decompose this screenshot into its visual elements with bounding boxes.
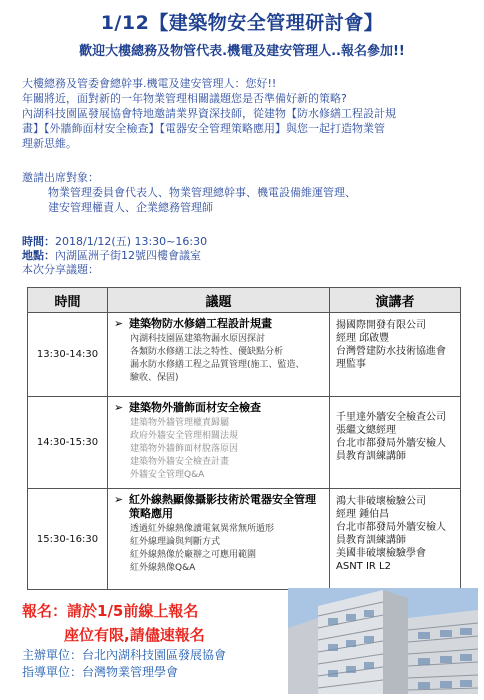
session-topic-cell [108, 397, 330, 489]
speaker-line: 員教育訓練講師 [336, 535, 406, 546]
list-item: 建築物外牆飾面材脫落原因 [130, 444, 239, 454]
session-topic-cell [108, 489, 330, 590]
list-item: 政府外牆安全管理相關法規 [130, 431, 239, 441]
session-speaker-cell [330, 489, 461, 590]
list-item: 紅外線理論與判斷方式 [130, 537, 221, 547]
list-item: 各類防水修繕工法之特性、優缺點分析 [130, 347, 284, 357]
speaker-line: ASNT IR L2 [336, 561, 391, 572]
intro-paragraph [22, 76, 472, 151]
place-label: 地點： [22, 249, 55, 262]
event-time [22, 235, 472, 249]
page-subtitle: 歡迎大樓總務及物管代表.機電及建安管理人..報名參加!! [79, 44, 405, 59]
intro-line: 畫】【外牆飾面材安全檢查】【電器安全管理策略應用】與您一起打造物業管 [22, 122, 385, 135]
signup-notice [22, 600, 282, 645]
session-topic [114, 401, 325, 415]
speaker-line: 台北市都發局外牆安檢人 [336, 438, 446, 449]
place-value: 內湖區洲子街12號四樓會議室 [55, 249, 201, 262]
session-topic-text: 紅外線熱顯像攝影技術於電器安全管理策略應用 [129, 493, 316, 520]
session-topic [114, 493, 325, 521]
audience-line: 物業管理委員會代表人、物業管理總幹事、機電設備維運管理、 [48, 186, 356, 199]
intro-line: 大樓總務及管委會總幹事.機電及建安管理人：您好!! [22, 77, 277, 90]
session-points [130, 417, 325, 482]
header-time: 時間 [28, 288, 108, 313]
time-label: 時間： [22, 235, 55, 248]
host-organizer: 主辦單位：台北內湖科技園區發展協會 [22, 648, 227, 662]
speaker-line: 台灣營建防水技術協進會 [336, 346, 446, 357]
speaker-line: 千里達外牆安全檢查公司 [336, 412, 446, 423]
list-item: 紅外線熱像於廠辦之可應用範圍 [130, 550, 257, 560]
speaker-line: 張繼文總經理 [336, 425, 396, 436]
intro-line: 年關將近，面對新的一年物業管理相關議題您是否準備好新的策略? [22, 92, 347, 105]
list-item: 驗收、保固) [130, 373, 179, 383]
signup-deadline: 報名：請於1/5前線上報名 [22, 602, 199, 620]
time-value: 2018/1/12(五) 13:30~16:30 [55, 235, 208, 248]
session-time: 13:30-14:30 [28, 313, 108, 397]
session-topic-text: 建築物防水修繕工程設計規畫 [129, 317, 272, 330]
session-topic [114, 317, 325, 331]
speaker-line: 美國非破壞檢驗學會 [336, 548, 426, 559]
list-item: 外牆安全管理Q&A [130, 470, 205, 480]
session-topic-cell [108, 313, 330, 397]
building-photo [288, 588, 478, 694]
list-item: 建築物外牆安全檢查計畫 [130, 457, 230, 467]
speaker-line: 揚國際開發有限公司 [336, 320, 426, 331]
agenda-label: 本次分享議題： [22, 263, 99, 276]
list-item: 內湖科技園區建築物漏水原因探討 [130, 334, 266, 344]
agenda-table [27, 287, 461, 590]
speaker-line: 理監事 [336, 359, 366, 370]
arrow-bullet-icon: ➢ [114, 493, 124, 506]
arrow-bullet-icon: ➢ [114, 317, 124, 330]
session-time: 15:30-16:30 [28, 489, 108, 590]
speaker-line: 經理 鍾伯昌 [336, 509, 390, 520]
intro-line: 理新思維。 [22, 137, 77, 150]
building-image [288, 588, 478, 694]
guide-organizer: 指導單位：台灣物業管理學會 [22, 665, 179, 679]
signup-limited: 座位有限,請儘速報名 [64, 626, 205, 644]
table-row [28, 313, 461, 397]
session-speaker-cell [330, 313, 461, 397]
speaker-line: 經理 邱啟豐 [336, 333, 390, 344]
arrow-bullet-icon: ➢ [114, 401, 124, 414]
speaker-line: 鴻大非破壞檢驗公司 [336, 496, 426, 507]
header-speaker: 演講者 [330, 288, 461, 313]
header-topic: 議題 [108, 288, 330, 313]
session-topic-text: 建築物外牆飾面材安全檢查 [129, 401, 261, 414]
organizers [22, 647, 292, 681]
invite-label: 邀請出席對象： [22, 171, 99, 184]
list-item: 漏水防水修繕工程之品質管理(施工、監造、 [130, 360, 305, 370]
event-meta [22, 235, 472, 277]
table-row [28, 489, 461, 590]
session-points [130, 523, 325, 575]
page-title: 1/12【建築物安全管理研討會】 [100, 12, 384, 34]
session-points [130, 333, 325, 385]
list-item: 透過紅外線熱像讀電氣異常無所遁形 [130, 524, 275, 534]
session-time: 14:30-15:30 [28, 397, 108, 489]
event-place [22, 249, 472, 263]
intro-line: 內湖科技園區發展協會特地邀請業界資深技師，從建物【防水修繕工程設計規 [22, 107, 396, 120]
invite-section [22, 170, 472, 215]
speaker-line: 台北市都發局外牆安檢人 [336, 522, 446, 533]
table-row [28, 397, 461, 489]
list-item: 建築物外牆管理權責歸屬 [130, 418, 230, 428]
speaker-line: 員教育訓練講師 [336, 451, 406, 462]
session-speaker-cell [330, 397, 461, 489]
audience-line: 建安管理權責人、企業總務管理師 [48, 201, 213, 214]
agenda-header-row [28, 288, 461, 313]
list-item: 紅外線熱像Q&A [130, 563, 196, 573]
